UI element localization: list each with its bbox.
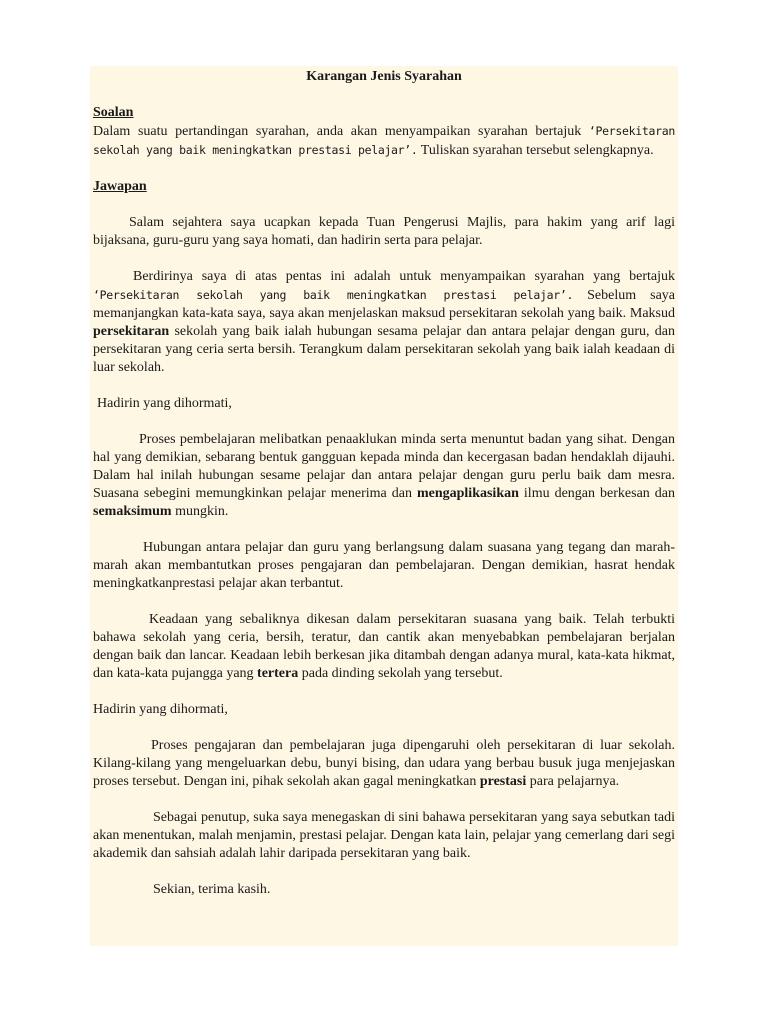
paragraph-hubungan: Hubungan antara pelajar dan guru yang berlangsung dalam suasana yang tegang dan marah-marah akan membantutkan proses pengajaran dan pembelajaran. Dengan demikian, hasrat hendak meningkatkanprestasi pelajar akan terbantut. [93,540,675,591]
p6-text-a: Proses pengajaran dan pembelajaran juga dipengaruhi oleh persekitaran di luar sekolah. Kilang-kilang yang mengeluarkan debu, bunyi bising, dan udara yang berbau busuk juga menjejaskan proses tersebut. Dengan ini, pihak sekolah akan gagal meningkatkan [93,738,675,789]
document-title: Karangan Jenis Syarahan [306,69,462,84]
hadirin-greeting-1: Hadirin yang dihormati, [97,396,232,411]
p2-text-b: Sebelum saya memanjangkan kata-kata saya, saya akan menjelaskan maksud persekitaran sekolah yang baik. Maksud [93,288,675,321]
p3-text-c: mungkin. [171,504,229,519]
soalan-text-end: Tuliskan syarahan tersebut selengkapnya. [417,143,654,158]
p3-bold-mengaplikasikan: mengaplikasikan [416,486,519,501]
paragraph-berdirinya [93,268,675,377]
paragraph-salam: Salam sejahtera saya ucapkan kepada Tuan Pengerusi Majlis, para hakim yang arif lagi bijaksana, guru-guru yang saya homati, dan hadirin serta para pelajar. [93,215,675,248]
soalan-quoted-title: ‘Persekitaran sekolah yang baik meningkatkan prestasi pelajar’. [93,124,675,157]
p2-text-c: sekolah yang baik ialah hubungan sesama pelajar dan antara pelajar dengan guru, dan persekitaran yang ceria serta bersih. Terangkum dalam persekitaran sekolah yang baik ialah keadaan di luar sekolah. [93,324,675,375]
document-page [90,66,678,946]
hadirin-greeting-2: Hadirin yang dihormati, [93,702,228,717]
paragraph-penutup: Sebagai penutup, suka saya menegaskan di sini bahawa persekitaran yang saya sebutkan tadi akan menentukan, malah menjamin, prestasi pelajar. Dengan kata lain, pelajar yang cemerlang dari segi akademik dan sahsiah adalah lahir daripada persekitaran yang baik. [93,810,675,861]
p6-bold-prestasi: prestasi [479,774,527,789]
p2-text-a: Berdirinya saya di atas pentas ini adalah untuk menyampaikan syarahan yang bertajuk [133,269,675,284]
p5-text-a: Keadaan yang sebaliknya dikesan dalam persekitaran suasana yang baik. Telah terbukti bahawa sekolah yang ceria, bersih, teratur, dan cantik akan menyebabkan pembelajaran berjalan dengan baik dan lancar. Keadaan lebih berkesan jika ditambah dengan adanya mural, kata-kata hikmat, dan kata-kata pujangga yang [93,612,675,681]
p3-text-b: ilmu dengan berkesan dan [518,486,676,501]
paragraph-proses-pembelajaran [93,431,675,521]
p3-bold-semaksimum: semaksimum [93,504,172,519]
p3-text-a: Proses pembelajaran melibatkan penaaklukan minda serta menuntut badan yang sihat. Dengan hal yang demikian, sebarang bentuk gangguan kepada minda dan kecergasan badan hendaklah dijauhi. Dalam hal inilah hubungan sesame pelajar dan antara pelajar dengan guru perlu baik dam mesra. Suasana sebegini memungkinkan pelajar menerima dan [93,432,675,501]
p5-text-b: pada dinding sekolah yang tersebut. [298,666,503,681]
p5-bold-tertera: tertera [257,666,299,681]
jawapan-heading: Jawapan [93,179,147,194]
paragraph-keadaan [93,611,675,683]
soalan-text [93,122,675,160]
soalan-text-start: Dalam suatu pertandingan syarahan, anda akan menyampaikan syarahan bertajuk [93,124,589,139]
p2-quoted-title: ‘Persekitaran sekolah yang baik meningkatkan prestasi pelajar’. [93,288,574,302]
soalan-heading: Soalan [93,105,134,120]
paragraph-proses-pengajaran [93,737,675,791]
p2-bold-persekitaran: persekitaran [93,324,170,339]
closing-line: Sekian, terima kasih. [153,882,271,897]
p6-text-b: para pelajarnya. [526,774,620,789]
